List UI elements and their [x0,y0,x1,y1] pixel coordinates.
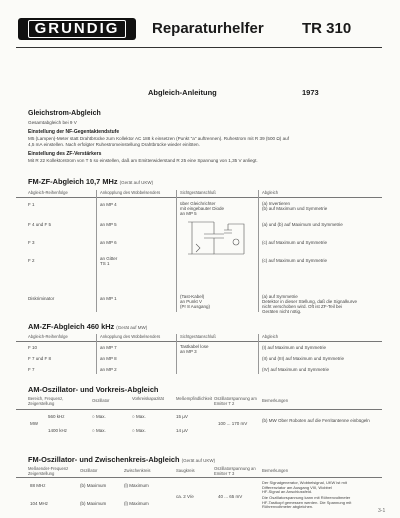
fm-row5-display: (Tast-Kabel) an Punkt V (Pr 8 Ausgang) [180,294,211,309]
alignment-heading: Abgleich-Anleitung [148,88,217,97]
am-divider-3 [258,334,259,374]
fm-row1-coupling: an MP 4 [100,202,117,207]
osc-row1-note: (b) MW Ober Roboten auf die Ferritantenne einbügeln [262,418,370,423]
am-divider-1 [96,334,97,374]
fm-divider-3 [258,190,259,312]
fmosc-row1-mid-value: Maximum [129,483,149,488]
am-divider-2 [176,334,177,374]
fm-row5-adjust: (a) auf Symmetrie Detektor in dieser Stellung, daß die Signalkurve nicht verschoben wird. Oft ist ZF-Teil bei Geräten nicht nötig. [262,294,358,314]
fm-zf-title: FM-ZF-Abgleich 10,7 MHz [28,177,118,186]
fm-osc-heading [28,455,215,464]
fmosc-col-volt: Oszillatorspannung an Emitter T 3 [214,466,256,476]
fm-row3-coupling: an MP 6 [100,240,117,245]
fm-row3-order: F 3 [28,240,35,245]
osc-col-sens: Meßempfindlichkeit [176,396,213,401]
fm-divider-1 [96,190,97,312]
am-zf-title: AM-ZF-Abgleich 460 kHz [28,322,115,331]
page-title: Reparaturhelfer [152,20,264,37]
fmosc-col-mid: Zwischenkreis [124,468,151,473]
am-col-order: Abgleich-Reihenfolge [28,334,68,339]
osc-row2-osc-value: Max. [95,428,106,433]
fm-row4-adjust: (c) auf Maximum und Symmetrie [262,258,328,263]
header-rule [16,47,382,48]
fm-row1-order: F 1 [28,202,35,207]
fm-row4-order: F 2 [28,258,35,263]
fm-row3-adjust: (c) auf Maximum und Symmetrie [262,240,328,245]
am-row1-order: F 10 [28,345,38,350]
fm-row1-adjust: (a) Invertieren (b) auf Maximum und Symmetrie [262,201,328,211]
dc-heading: Gleichstrom-Abgleich [28,110,101,117]
fm-row2-order: F 4 und F 5 [28,222,52,227]
fmosc-row2-volt: 40 ... 65 mV [218,494,243,499]
page-number: 3-1 [378,508,386,514]
am-col-adjust: Abgleich [262,334,279,339]
year: 1973 [302,88,319,97]
fmosc-row1-note: Der Signalgenerator, Wobbelsignal, UKW ist mit Differenziator am Ausgang VIII, Wobbel HF-Signal an Anschlussfeld. [262,480,347,495]
zf-text: Mit R 22 Kollektorstrom von T 5 so einstellen, daß am Emitterwiderstand R 25 eine Spannung von 1,35 V anliegt. [28,158,258,163]
fmosc-row1-osc-value: Maximum [86,483,107,488]
osc-row2-freq: 1400 kHz [48,428,68,433]
osc-col-note: Bemerkungen [262,398,289,403]
am-header-rule [16,341,382,342]
fm-row2-adjust: (a) und (b) auf Maximum und Symmetrie [262,222,343,227]
zf-heading: Einstellung des ZF-Verstärkers [28,151,102,157]
am-osc-heading: AM-Oszillator- und Vorkreis-Abgleich [28,385,159,394]
fm-header-rule [16,197,382,198]
osc-row1-osc-value: Max. [95,414,106,419]
am-row2-adjust: (II) und (III) auf Maximum und Symmetrie [262,356,345,361]
nf-text-2: 4,5 mA einstellen. Nach erfolgter Ruhestromeinstellung Drahtbrücke wieder einlöten. [28,142,200,147]
osc-row2-sens: 14 µV [176,428,188,433]
osc-col-pre: Vorkreiskapazität [132,396,164,401]
nf-text-1: M5 (Lampen)-Meter statt Drahtbrücke zum Kollektor AC 188 k einsetzen (Punkt "a" auftrennen). Ruhestrom mit R 39 (500 Ω) auf [28,136,289,141]
dc-line1: Gesamtabgleich bei 9 V [28,120,77,125]
osc-row1-pre: ○ Max. [132,414,146,419]
osc-row1-sens: 15 µV [176,414,188,419]
fm-osc-title: FM-Oszillator- und Zwischenkreis-Abgleich [28,455,180,464]
fm-col-coupling: Ankopplung des Wobbelsenders [100,190,161,195]
am-row1-coupling: an MP 7 [100,345,117,350]
am-row2-coupling: an MP 8 [100,356,117,361]
fmosc-row2-suck: ca. 2 V/e [176,494,194,499]
fm-divider-2 [176,190,177,312]
fmosc-row2-mid-value: Maximum [129,501,149,506]
fm-row5-order: Diskriminator [28,296,55,301]
osc-row1-pre-value: Max. [135,414,146,419]
osc-row2-pre-value: Max. [135,428,146,433]
osc-row2-pre: ○ Max. [132,428,146,433]
am-row1-display: Tastkabel lose an MP 3 [180,344,209,354]
fm-circuit-sketch [184,214,252,264]
fmosc-row2-note: Die Oszillatorspannung kann mit Röhrenvoltmeter HF-Tastkopf gemessen werden. Die Spannung mit Röhrenvoltmeter abgleichen. [262,495,352,510]
fmosc-col-freq: Meßsender-Frequenz Zeigerstellung [28,466,69,476]
am-row3-order: F 7 [28,367,35,372]
fmosc-col-suck: Saugkreis [176,468,195,473]
am-row3-adjust: (IV) auf Maximum und Symmetrie [262,367,330,372]
osc-row2-osc: ○ Max. [92,428,106,433]
fmosc-header-rule [16,477,382,478]
fmosc-row1-mid: (l) Maximum [124,483,149,488]
fm-col-order: Abgleich-Reihenfolge [28,190,68,195]
fmosc-row2-freq: 104 MHz [30,501,49,506]
fmosc-row2-osc: (b) Maximum [80,501,107,506]
fm-row5-coupling: an MP 1 [100,296,117,301]
am-zf-note: (Gerät auf MW) [116,325,148,330]
fm-osc-note: (Gerät auf UKW) [181,458,216,463]
fm-zf-note: (Gerät auf UKW) [119,180,154,185]
osc-col-osc: Oszillator [92,398,110,403]
am-row1-adjust: (I) auf Maximum und Symmetrie [262,345,327,350]
model-number: TR 310 [302,20,352,37]
fm-row4-coupling: an Gitter TS 1 [100,256,118,266]
osc-row1-osc: ○ Max. [92,414,106,419]
fmosc-row2-mid: (l) Maximum [124,501,149,506]
fmosc-row2-osc-value: Maximum [86,501,107,506]
fmosc-col-osc: Oszillator [80,468,98,473]
am-col-coupling: Ankopplung des Wobbelsenders [100,334,161,339]
osc-col-volt: Oszillatorspannung am Emitter T 2 [214,396,257,406]
nf-heading: Einstellung der NF-Gegentaktendstufe [28,129,120,135]
fm-col-adjust: Abgleich [262,190,279,195]
am-row2-order: F 7 und F 8 [28,356,52,361]
fm-row2-coupling: an MP 5 [100,222,117,227]
fm-col-display: Sichtgerätanschluß [180,190,216,195]
osc-col-freq: Bereich, Frequenz, Zeigerstellung [28,396,64,406]
fmosc-row1-osc: (b) Maximum [80,483,107,488]
am-zf-heading [28,322,147,331]
osc-row1-volt: 100 ... 170 mV [218,421,248,426]
osc-header-rule [16,409,382,410]
am-col-display: Sichtgerätanschluß [180,334,216,339]
osc-row1-freq: 560 kHz [48,414,65,419]
grundig-logo [18,18,136,40]
fm-row1-display: über Gleichrichter mit eingebauter Diode an MP 5 [180,201,225,216]
brand-name: GRUNDIG [28,20,127,38]
osc-band: MW [30,421,38,426]
fm-zf-heading [28,177,153,186]
fmosc-col-note: Bemerkungen [262,468,289,473]
am-row3-coupling: an MP 2 [100,367,117,372]
fmosc-row1-freq: 88 MHz [30,483,46,488]
